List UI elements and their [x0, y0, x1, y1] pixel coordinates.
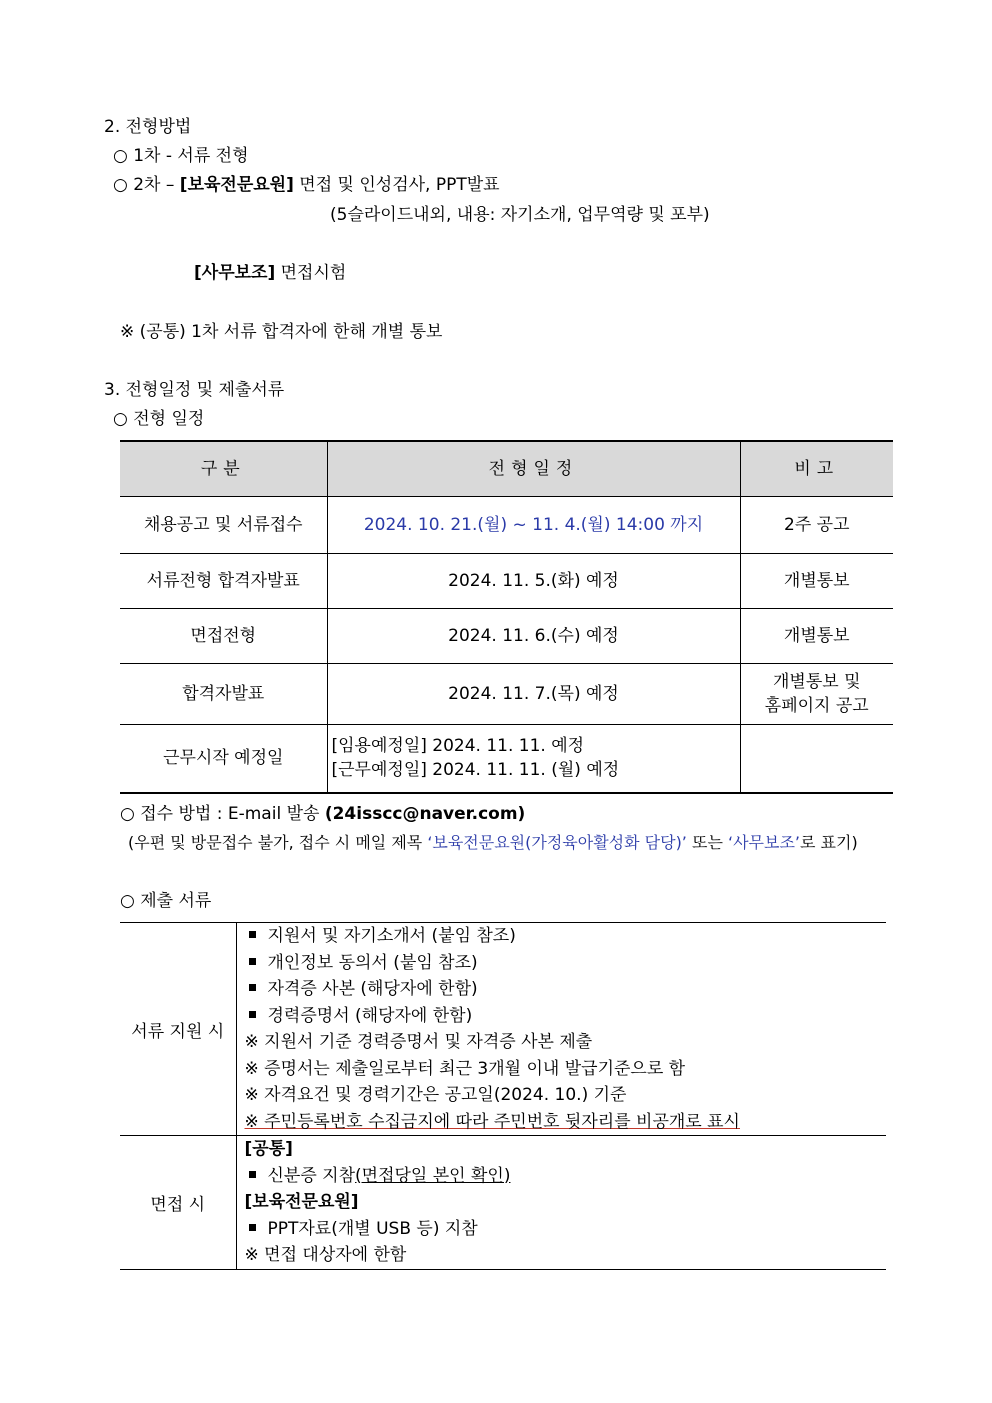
docs-note: ※ 면접 대상자에 한함 [244, 1245, 407, 1265]
table-row [120, 664, 893, 725]
receipt-note-title2: ‘사무보조’ [728, 833, 800, 852]
schedule-note [740, 664, 893, 725]
table-row [120, 725, 893, 793]
method-item-2 [113, 174, 500, 196]
list-item-text: 지원서 및 자기소개서 (붙임 참조) [267, 926, 516, 946]
table-row [120, 497, 893, 554]
method-item-2-prefix: ○ 2차 – [113, 175, 180, 195]
docs-group-common: [공통] [244, 1139, 293, 1159]
list-item [245, 923, 887, 950]
table-row [120, 609, 893, 664]
schedule-heading: ○ 전형 일정 [113, 409, 205, 429]
method-note: ※ (공통) 1차 서류 합격자에 한해 개별 통보 [120, 322, 443, 342]
list-item-text-underlined: (면접당일 본인 확인) [355, 1165, 511, 1186]
schedule-category: 채용공고 및 서류접수 [120, 497, 327, 554]
receipt-email: (24isscc@naver.com) [324, 804, 526, 824]
schedule-date: 2024. 11. 7.(목) 예정 [327, 664, 740, 725]
docs-label-interview: 면접 시 [120, 1136, 236, 1270]
list-item-text: 신분증 지참 [267, 1165, 356, 1186]
method-item-3 [194, 262, 346, 284]
docs-note: ※ 지원서 기준 경력증명서 및 자격증 사본 제출 [244, 1032, 593, 1052]
schedule-note: 2주 공고 [740, 497, 893, 554]
list-item [245, 950, 887, 977]
list-item [245, 1003, 887, 1030]
list-item-text: PPT자료(개별 USB 등) 지참 [267, 1218, 478, 1239]
list-item-text: 개인정보 동의서 (붙임 참조) [267, 952, 478, 973]
method-item-2-text: 면접 및 인성검사, PPT발표 [293, 175, 500, 195]
bullet-icon [249, 1224, 256, 1231]
bullet-icon [249, 1171, 256, 1178]
schedule-note-line2: 홈페이지 공고 [764, 696, 869, 716]
docs-group-role: [보육전문요원] [244, 1192, 359, 1212]
schedule-date: 2024. 11. 5.(화) 예정 [327, 554, 740, 609]
list-item [245, 1163, 887, 1190]
schedule-date-line2: [근무예정일] 2024. 11. 11. (월) 예정 [331, 760, 620, 781]
receipt-note [128, 832, 858, 854]
schedule-date [327, 725, 740, 793]
schedule-table [120, 440, 893, 794]
bullet-icon [249, 931, 256, 938]
list-item-text: 경력증명서 (해당자에 한함) [267, 1005, 473, 1026]
table-row [120, 923, 886, 1136]
list-item-text: 자격증 사본 (해당자에 한함) [267, 979, 478, 999]
receipt-method [120, 803, 525, 825]
docs-note-underlined: ※ 주민등록번호 수집금지에 따라 주민번호 뒷자리를 비공개로 표시 [244, 1111, 740, 1132]
section2-title: 2. 전형방법 [104, 117, 192, 137]
schedule-note: 개별통보 [740, 554, 893, 609]
method-item-2-role: [보육전문요원] [179, 175, 294, 195]
schedule-date-line1: [임용예정일] 2024. 11. 11. 예정 [331, 736, 585, 757]
docs-heading: ○ 제출 서류 [120, 891, 212, 911]
docs-note: ※ 자격요건 및 경력기간은 공고일(2024. 10.) 기준 [244, 1085, 627, 1105]
table-row [120, 1136, 886, 1270]
method-item-3-role: [사무보조] [194, 263, 276, 283]
schedule-category: 면접전형 [120, 609, 327, 664]
list-item [245, 1216, 887, 1243]
docs-label-application: 서류 지원 시 [120, 923, 236, 1136]
docs-table [120, 922, 886, 1270]
docs-content-application [236, 923, 886, 1136]
table-row [120, 554, 893, 609]
bullet-icon [249, 1011, 256, 1018]
schedule-category: 서류전형 합격자발표 [120, 554, 327, 609]
schedule-header-note: 비고 [740, 441, 893, 497]
bullet-icon [249, 958, 256, 965]
schedule-header-category: 구분 [120, 441, 327, 497]
schedule-category: 합격자발표 [120, 664, 327, 725]
docs-content-interview [236, 1136, 886, 1270]
receipt-note-suffix: 로 표기) [800, 833, 858, 852]
method-item-1: ○ 1차 - 서류 전형 [113, 146, 249, 166]
docs-note: ※ 증명서는 제출일로부터 최근 3개월 이내 발급기준으로 함 [244, 1058, 686, 1079]
schedule-category: 근무시작 예정일 [120, 725, 327, 793]
section3-title: 3. 전형일정 및 제출서류 [104, 380, 285, 400]
list-item [245, 976, 887, 1003]
receipt-method-label: ○ 접수 방법 : E-mail 발송 [120, 804, 325, 824]
receipt-note-mid: 또는 [686, 833, 728, 852]
schedule-header-date: 전형일정 [327, 441, 740, 497]
schedule-note: 개별통보 [740, 609, 893, 664]
method-item-2-sub: (5슬라이드내외, 내용: 자기소개, 업무역량 및 포부) [330, 205, 710, 225]
schedule-date: 2024. 11. 6.(수) 예정 [327, 609, 740, 664]
receipt-note-prefix: (우편 및 방문접수 불가, 접수 시 메일 제목 [128, 833, 428, 852]
receipt-note-title1: ‘보육전문요원(가정육아활성화 담당)’ [427, 833, 687, 852]
schedule-note [740, 725, 893, 793]
schedule-note-line1: 개별통보 및 [772, 672, 861, 692]
bullet-icon [249, 984, 256, 991]
schedule-date: 2024. 10. 21.(월) ~ 11. 4.(월) 14:00 까지 [327, 497, 740, 554]
method-item-3-text: 면접시험 [275, 263, 347, 283]
